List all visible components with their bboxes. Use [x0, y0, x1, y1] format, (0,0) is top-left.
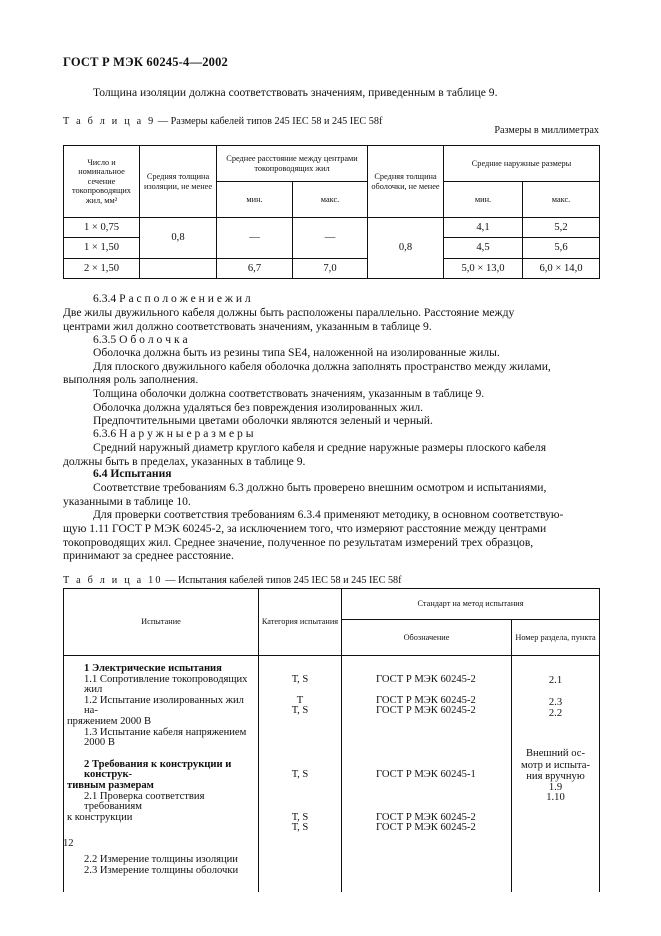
t9-head-distance: Среднее расстояние между центрами токопроводящих жил	[217, 146, 368, 182]
section-title: Р а с п о л о ж е н и е ж и л	[119, 292, 251, 305]
paragraph: Оболочка должна быть из резины типа SE4, наложенной на изолированные жилы.	[93, 346, 500, 359]
section-heading-636	[93, 427, 254, 441]
paragraph: Предпочтительными цветами оболочки являются зеленый и черный.	[93, 414, 433, 427]
list-item: ГОСТ Р МЭК 60245-2	[376, 822, 476, 834]
list-item: ГОСТ Р МЭК 60245-2	[376, 705, 476, 717]
table-row	[64, 259, 600, 279]
section-title: О б о л о ч к а	[119, 333, 188, 346]
paragraph: Для проверки соответствия требованиям 6.3.4 применяют методику, в основном соответствую-	[93, 508, 564, 521]
table9-caption-label: Т а б л и ц а 9	[63, 116, 156, 127]
list-item: ГОСТ Р МЭК 60245-2	[376, 673, 476, 685]
list-item: 2.3	[548, 696, 563, 708]
t9-cell-dist-min: 6,7	[217, 259, 293, 279]
page-number: 12	[63, 838, 74, 849]
t9-cell-outer-min: 4,1	[444, 218, 523, 238]
paragraph: должны быть в пределах, указанных в таблице 9.	[63, 455, 306, 468]
list-item: 2.2	[548, 708, 563, 719]
section-number: 6.3.5	[93, 333, 117, 346]
table9-units: Размеры в миллиметрах	[494, 125, 599, 136]
table9-caption	[63, 116, 382, 127]
list-item: к конструкции	[67, 811, 133, 823]
t10-head-category: Категория испытания	[259, 589, 342, 656]
t9-cell-size: 1 × 1,50	[64, 238, 140, 259]
section-title: Н а р у ж н ы е р а з м е р ы	[119, 427, 254, 440]
t10-col-category	[259, 656, 342, 892]
section-number: 6.3.4	[93, 292, 117, 305]
table10-caption-label: Т а б л и ц а 10	[63, 575, 163, 586]
list-item: мотр и испыта-	[520, 759, 591, 771]
list-item: Внешний ос-	[525, 748, 586, 760]
t9-cell-dist-max: 7,0	[293, 259, 368, 279]
t9-head-distance-min: мин.	[217, 182, 293, 218]
t9-head-size: Число и номинальное сечение токопроводящих жил, мм²	[64, 146, 140, 218]
list-item: Т	[296, 694, 304, 706]
block-title: тивным размерам	[67, 779, 154, 791]
list-item: 1.9	[548, 781, 563, 793]
t9-head-outer-min: мин.	[444, 182, 523, 218]
block-title: 1 Электрические испытания	[84, 663, 222, 674]
t9-cell-size: 2 × 1,50	[64, 259, 140, 279]
t10-head-standard: Стандарт на метод испытания	[342, 589, 600, 620]
paragraph: Средний наружный диаметр круглого кабеля и средние наружные размеры плоского кабеля	[93, 441, 547, 454]
list-item: Т, S	[291, 822, 309, 834]
t9-cell-size: 1 × 0,75	[64, 218, 140, 238]
t9-cell-outer-min: 4,5	[444, 238, 523, 259]
t9-cell-outer-min: 5,0 × 13,0	[444, 259, 523, 279]
block-title: 2 Требования к конструкции и конструк-	[84, 758, 232, 781]
t10-col-designation	[342, 656, 512, 892]
paragraph: Оболочка должна удаляться без повреждения изолированных жил.	[93, 401, 424, 414]
table-body	[64, 656, 600, 892]
t9-cell-sheath: 0,8	[368, 218, 444, 279]
paragraph: Соответствие требованиям 6.3 должно быть проверено внешним осмотром и испытаниями,	[93, 481, 547, 494]
list-item: 2.2 Измерение толщины изоляции	[84, 854, 238, 866]
list-item: 2.1	[548, 674, 563, 686]
t9-cell-dist-max: —	[293, 218, 368, 259]
paragraph: Две жилы двужильного кабеля должны быть расположены параллельно. Расстояние между	[63, 306, 515, 319]
table-row	[64, 218, 600, 238]
list-item: 1.1 Сопротивление токопроводящих жил	[84, 673, 248, 696]
table10-caption-text: — Испытания кабелей типов 245 IEC 58 и 245 IEC 58f	[162, 575, 402, 586]
paragraph: Толщина оболочки должна соответствовать значениям, указанным в таблице 9.	[93, 387, 485, 400]
t10-head-test: Испытание	[64, 589, 259, 656]
paragraph: Для плоского двужильного кабеля оболочка должна заполнять пространство между жилами,	[93, 360, 551, 373]
table10-caption	[63, 575, 402, 586]
section-heading-634	[93, 292, 251, 306]
t9-head-outer: Средние наружные размеры	[444, 146, 600, 182]
t9-cell-outer-max: 5,6	[523, 238, 600, 259]
list-item: ГОСТ Р МЭК 60245-1	[376, 768, 476, 780]
paragraph: принимают за среднее расстояние.	[63, 549, 234, 562]
list-item: Т, S	[291, 705, 309, 717]
list-item: ния вручную	[526, 771, 585, 783]
t9-cell-outer-max: 5,2	[523, 218, 600, 238]
list-item: Т, S	[291, 811, 309, 823]
list-item: пряжением 2000 В	[67, 715, 152, 727]
intro-paragraph: Толщина изоляции должна соответствовать значениям, приведенным в таблице 9.	[93, 86, 498, 99]
table9	[63, 145, 600, 279]
t10-head-designation: Обозначение	[342, 620, 512, 656]
list-item: 1.10	[546, 792, 565, 804]
list-item: 2.1 Проверка соответствия требованиям	[84, 790, 205, 813]
t9-head-sheath: Средняя толщина оболочки, не менее	[368, 146, 444, 218]
section-heading-635	[93, 333, 188, 347]
document-header: ГОСТ Р МЭК 60245-4—2002	[63, 55, 228, 69]
t10-col-test	[64, 656, 259, 892]
t9-cell-dist-min: —	[217, 218, 293, 259]
paragraph: выполняя роль заполнения.	[63, 373, 199, 386]
list-item: 2.3 Измерение толщины оболочки	[84, 864, 239, 876]
paragraph: щую 1.11 ГОСТ Р МЭК 60245-2, за исключением того, что измеряют расстояние между центрами	[63, 522, 547, 535]
paragraph: указанными в таблице 10.	[63, 495, 191, 508]
t9-cell-insulation: 0,8	[140, 218, 217, 259]
t10-head-section: Номер раздела, пункта	[512, 620, 600, 656]
list-item: 1.2 Испытание изолированных жил на-	[84, 694, 244, 717]
list-item: ГОСТ Р МЭК 60245-2	[376, 694, 476, 706]
t9-head-outer-max: макс.	[523, 182, 600, 218]
t10-col-section	[512, 656, 600, 892]
t9-cell-insulation-cont	[140, 259, 217, 279]
t9-head-distance-max: макс.	[293, 182, 368, 218]
section-number: 6.3.6	[93, 427, 117, 440]
table9-caption-text: — Размеры кабелей типов 245 IEC 58 и 245 IEC 58f	[155, 116, 383, 127]
list-item: Т, S	[291, 768, 309, 780]
paragraph: центрами жил должно соответствовать значениям, указанным в таблице 9.	[63, 320, 432, 333]
paragraph: токопроводящих жил. Среднее значение, полученное по результатам измерений трех образцов,	[63, 536, 534, 549]
table10	[63, 588, 600, 892]
list-item: Т, S	[291, 673, 309, 685]
section-heading-64: 6.4 Испытания	[93, 467, 172, 480]
t9-cell-outer-max: 6,0 × 14,0	[523, 259, 600, 279]
list-item: 1.3 Испытание кабеля напряжением 2000 В	[84, 726, 247, 749]
t9-head-insulation: Средняя толщина изоляции, не менее	[140, 146, 217, 218]
list-item: ГОСТ Р МЭК 60245-2	[376, 811, 476, 823]
